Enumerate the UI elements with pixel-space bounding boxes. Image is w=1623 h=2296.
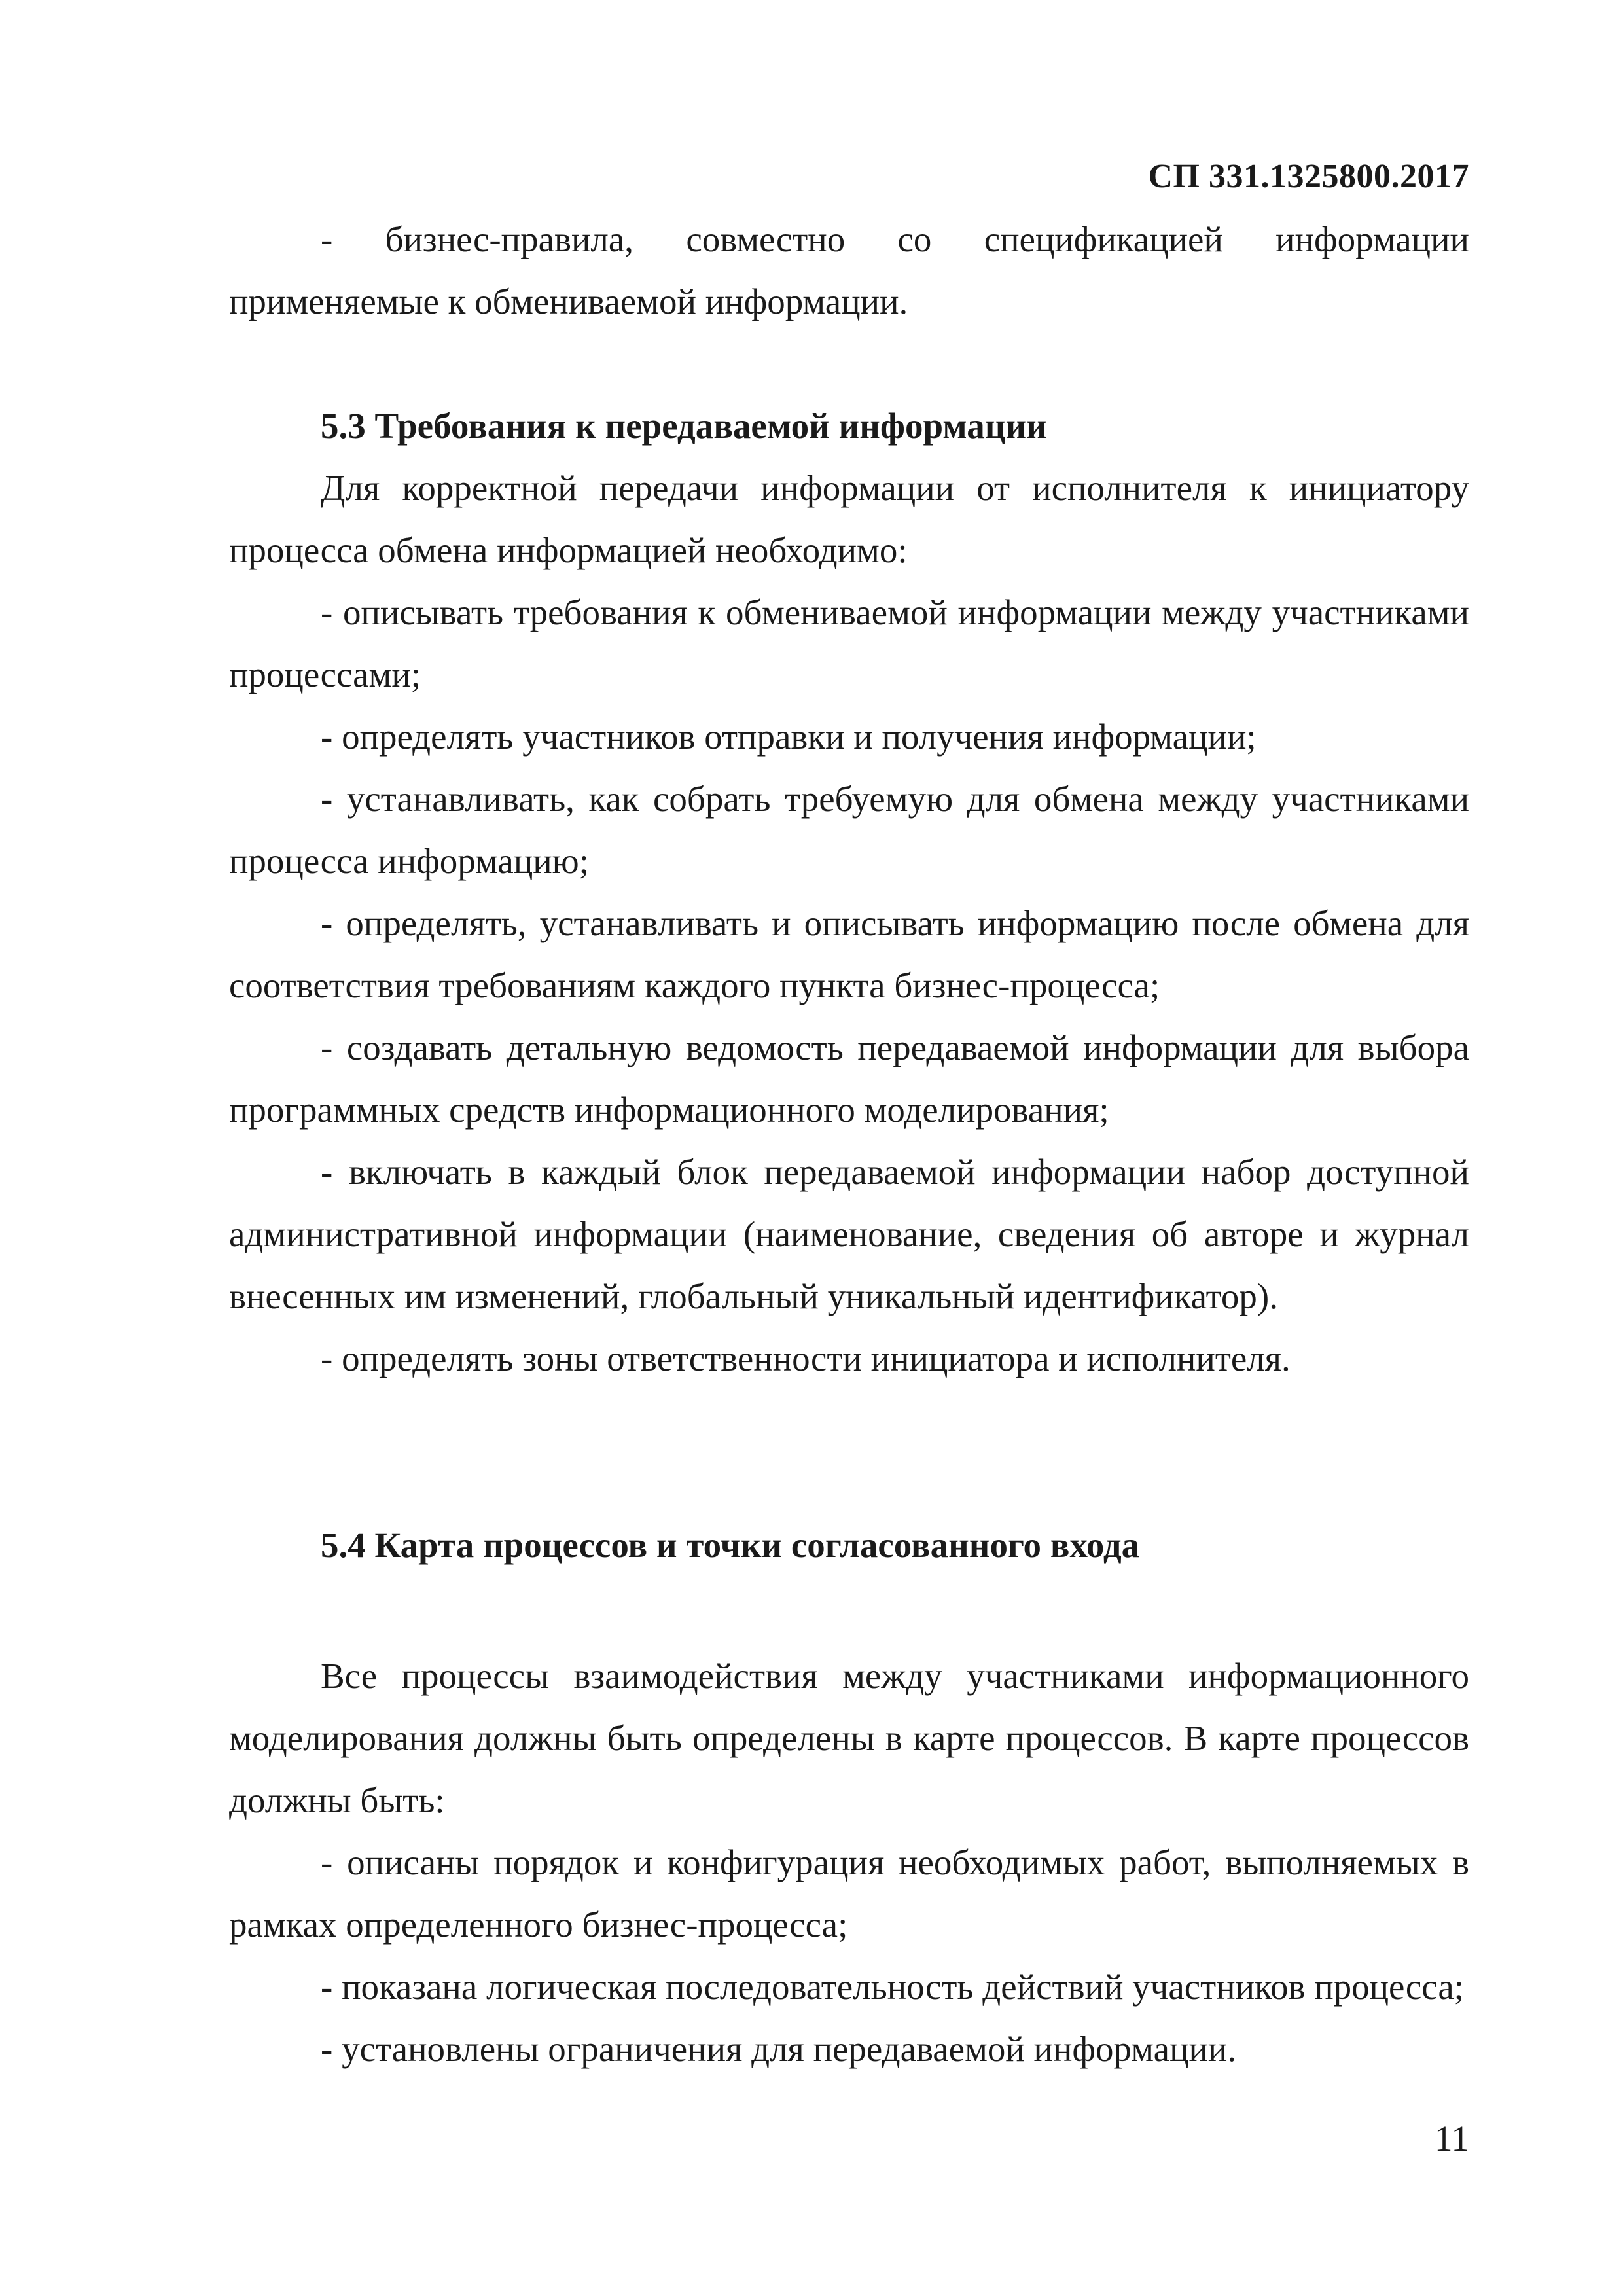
continuation-paragraph: - бизнес-правила, совместно со спецификацией информации применяемые к обмениваемой информации. xyxy=(229,219,1469,321)
list-item: - включать в каждый блок передаваемой информации набор доступной административной информации (наименование, сведения об авторе и журнал внесенных им изменений, глобальный уникальный идентификатор). xyxy=(229,1152,1469,1316)
list-item: - описаны порядок и конфигурация необходимых работ, выполняемых в рамках определенного бизнес-процесса; xyxy=(229,1842,1469,1945)
list-item: - определять зоны ответственности инициатора и исполнителя. xyxy=(321,1338,1291,1378)
section-5-3-heading: 5.3 Требования к передаваемой информации xyxy=(321,406,1047,446)
document-code: СП 331.1325800.2017 xyxy=(1148,158,1469,195)
spacer xyxy=(229,1576,1469,1645)
list-item: - установлены ограничения для передаваемой информации. xyxy=(321,2029,1237,2069)
list-item: - определять участников отправки и получения информации; xyxy=(321,717,1257,757)
list-item: - определять, устанавливать и описывать информацию после обмена для соответствия требованиям каждого пункта бизнес-процесса; xyxy=(229,903,1469,1005)
document-page xyxy=(229,0,1469,2296)
page-content xyxy=(229,208,1469,2080)
list-item: - показана логическая последовательность действий участников процесса; xyxy=(321,1967,1465,2007)
section-5-3-intro: Для корректной передачи информации от исполнителя к инициатору процесса обмена информацией необходимо: xyxy=(229,468,1469,570)
spacer xyxy=(229,1390,1469,1514)
section-5-4-heading: 5.4 Карта процессов и точки согласованного входа xyxy=(321,1525,1140,1565)
section-5-4-intro: Все процессы взаимодействия между участниками информационного моделирования должны быть определены в карте процессов. В карте процессов должны быть: xyxy=(229,1656,1469,1820)
page-number: 11 xyxy=(1435,2119,1469,2159)
spacer xyxy=(229,332,1469,395)
list-item: - создавать детальную ведомость передаваемой информации для выбора программных средств информационного моделирования; xyxy=(229,1028,1469,1130)
list-item: - описывать требования к обмениваемой информации между участниками процессами; xyxy=(229,592,1469,694)
list-item: - устанавливать, как собрать требуемую для обмена между участниками процесса информацию; xyxy=(229,779,1469,881)
